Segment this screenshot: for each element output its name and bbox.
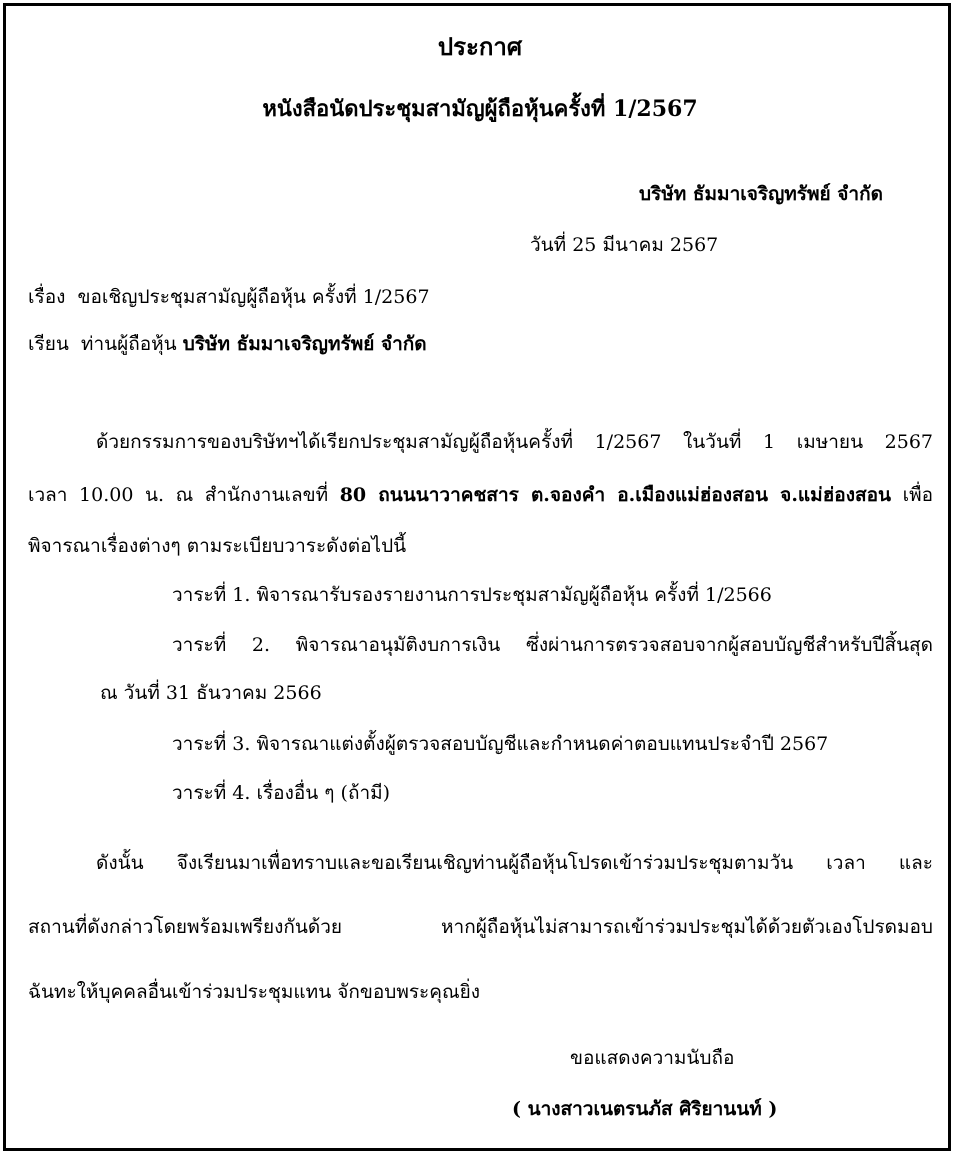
purpose-word: เพื่อ — [902, 484, 934, 506]
closing-line-3: ฉันทะให้บุคคลอื่นเข้าร่วมประชุมแทน จักขอบพระคุณยิ่ง — [28, 981, 481, 1003]
agenda-item-1: วาระที่ 1. พิจารณารับรองรายงานการประชุมสามัญผู้ถือหุ้น ครั้งที่ 1/2566 — [172, 584, 772, 606]
document-date: วันที่ 25 มีนาคม 2567 — [530, 234, 719, 256]
signature-regards: ขอแสดงความนับถือ — [570, 1047, 735, 1069]
recipient-text: ท่านผู้ถือหุ้น — [80, 333, 177, 355]
meeting-time-location: เวลา 10.00 น. ณ สำนักงานเลขที่ — [28, 484, 329, 506]
subject-label: เรื่อง — [28, 286, 66, 308]
subject-line — [28, 284, 430, 310]
meeting-address: 80 ถนนนาวาคชสาร ต.จองคำ อ.เมืองแม่ฮ่องสอน จ.แม่ฮ่องสอน — [339, 484, 891, 506]
page-title: ประกาศ — [437, 32, 523, 61]
recipient-company: บริษัท ธัมมาเจริญทรัพย์ จำกัด — [182, 333, 427, 355]
agenda-item-2: วาระที่ 2. พิจารณาอนุมัติงบการเงิน ซึ่งผ่านการตรวจสอบจากผู้สอบบัญชีสำหรับปีสิ้นสุด — [172, 634, 933, 656]
body-paragraph-line-3: พิจารณาเรื่องต่างๆ ตามระเบียบวาระดังต่อไปนี้ — [28, 535, 407, 557]
signature-name: ( นางสาวเนตรนภัส ศิริยานนท์ ) — [512, 1098, 778, 1120]
company-name: บริษัท ธัมมาเจริญทรัพย์ จำกัด — [639, 183, 883, 205]
body-paragraph-line-2 — [28, 482, 933, 508]
recipient-label: เรียน — [28, 333, 69, 355]
page-subtitle: หนังสือนัดประชุมสามัญผู้ถือหุ้นครั้งที่ 1/2567 — [262, 96, 698, 122]
recipient-line — [28, 331, 427, 357]
closing-line-2: สถานที่ดังกล่าวโดยพร้อมเพรียงกันด้วย หากผู้ถือหุ้นไม่สามารถเข้าร่วมประชุมได้ด้วยตัวเองโปรดมอบ — [28, 916, 933, 938]
agenda-item-4: วาระที่ 4. เรื่องอื่น ๆ (ถ้ามี) — [172, 782, 391, 804]
agenda-item-2-continued: ณ วันที่ 31 ธันวาคม 2566 — [100, 682, 322, 704]
body-paragraph-line-1: ด้วยกรรมการของบริษัทฯได้เรียกประชุมสามัญผู้ถือหุ้นครั้งที่ 1/2567 ในวันที่ 1 เมษายน 2567 — [96, 431, 933, 453]
agenda-item-3: วาระที่ 3. พิจารณาแต่งตั้งผู้ตรวจสอบบัญชีและกำหนดค่าตอบแทนประจำปี 2567 — [172, 733, 829, 755]
subject-text: ขอเชิญประชุมสามัญผู้ถือหุ้น ครั้งที่ 1/2567 — [77, 286, 430, 308]
closing-line-1: ดังนั้น จึงเรียนมาเพื่อทราบและขอเรียนเชิญท่านผู้ถือหุ้นโปรดเข้าร่วมประชุมตามวัน เวลา และ — [96, 852, 933, 874]
